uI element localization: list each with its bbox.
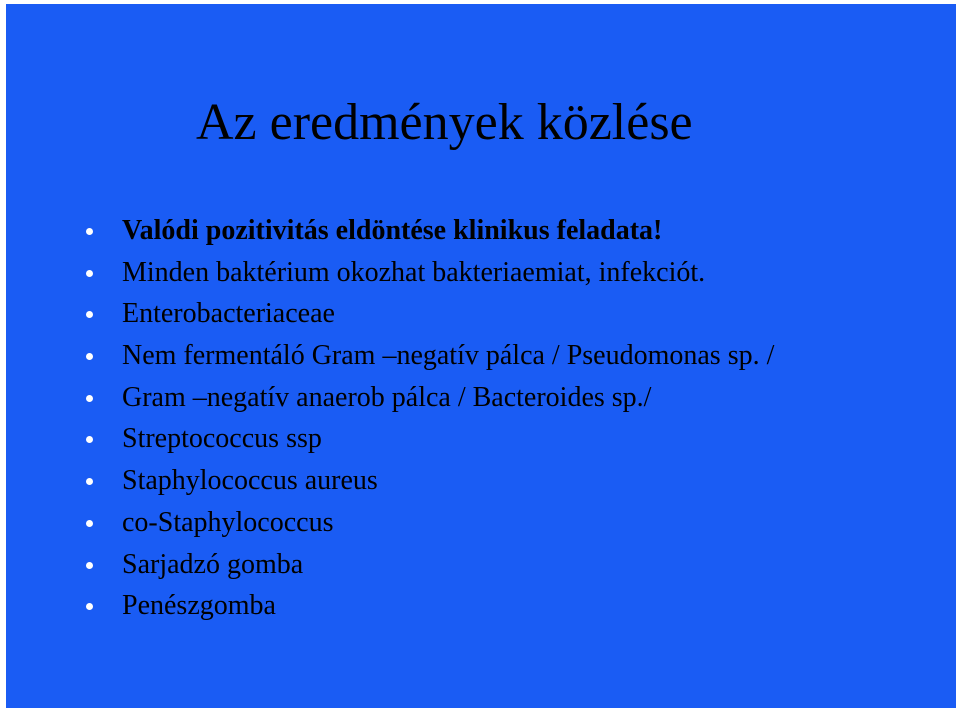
bullet-dot-icon <box>86 228 93 235</box>
bullet-text: Gram –negatív anaerob pálca / Bacteroides sp./ <box>122 381 652 413</box>
bullet-text: Streptococcus ssp <box>122 423 322 455</box>
bullet-text: Sarjadzó gomba <box>122 548 304 580</box>
bullet-dot-icon <box>86 562 93 569</box>
bullet-text: co-Staphylococcus <box>122 506 334 538</box>
bullet-text: Staphylococcus aureus <box>122 465 378 497</box>
bullet-text: Penészgomba <box>122 590 276 622</box>
bullet-dot-icon <box>86 520 93 527</box>
bullet-text: Enterobacteriaceae <box>122 298 335 330</box>
bullet-dot-icon <box>86 270 93 277</box>
bullet-dot-icon <box>86 603 93 610</box>
bullet-text: Minden baktérium okozhat bakteriaemiat, infekciót. <box>122 256 706 288</box>
bullet-dot-icon <box>86 436 93 443</box>
bullet-text: Nem fermentáló Gram –negatív pálca / Pseudomonas sp. / <box>122 340 775 372</box>
slide-title: Az eredmények közlése <box>196 94 693 151</box>
bullet-dot-icon <box>86 478 93 485</box>
bullet-dot-icon <box>86 395 93 402</box>
bullet-dot-icon <box>86 311 93 318</box>
slide <box>6 4 956 708</box>
bullet-dot-icon <box>86 353 93 360</box>
bullet-text: Valódi pozitivitás eldöntése klinikus feladata! <box>122 215 663 246</box>
